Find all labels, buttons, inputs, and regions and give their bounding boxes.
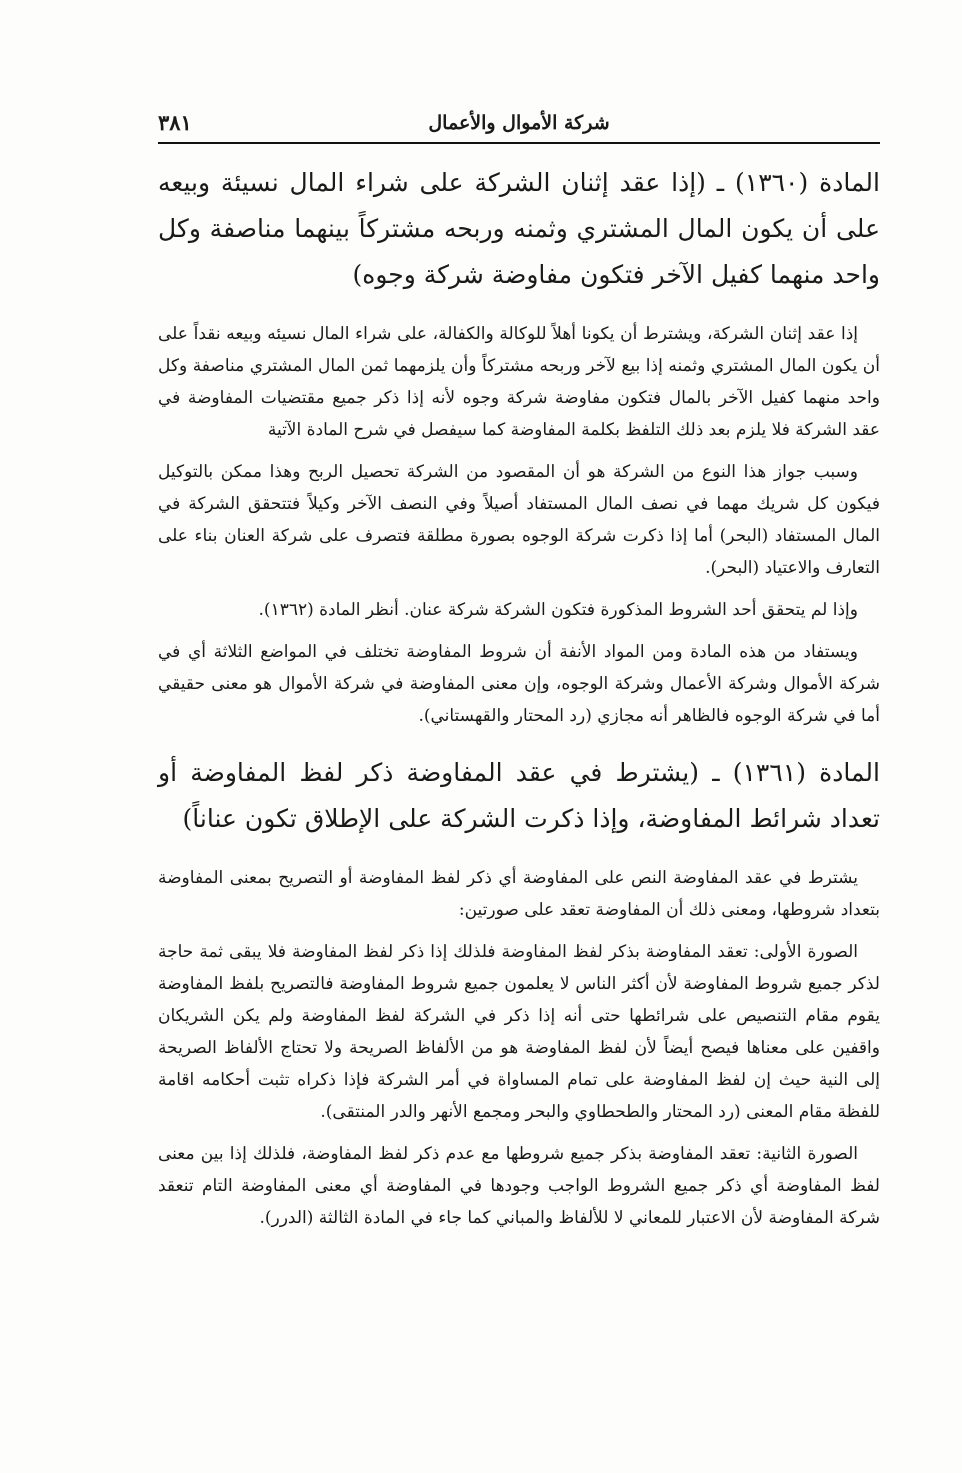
header-rule xyxy=(158,142,880,144)
article-1361-text: المادة (١٣٦١) ـ (يشترط في عقد المفاوضة ذكر لفظ المفاوضة أو تعداد شرائط المفاوضة، وإذا ذكرت الشركة على الإطلاق تكون عناناً) xyxy=(158,758,880,833)
running-title: شركة الأموال والأعمال xyxy=(428,112,610,134)
commentary-paragraph: الصورة الثانية: تعقد المفاوضة بذكر جميع شروطها مع عدم ذكر لفظ المفاوضة، فلذلك إذا بين معنى لفظ المفاوضة أي ذكر جميع الشروط الواجب وجودها في المفاوضة أي معنى المفاوضة التام تنعقد شركة المفاوضة لأن الاعتبار للمعاني لا للألفاظ والمباني كما جاء في المادة الثالثة (الدرر). xyxy=(158,1144,880,1228)
page-body xyxy=(158,160,880,1244)
commentary-paragraph: ويستفاد من هذه المادة ومن المواد الأنفة أن شروط المفاوضة تختلف في المواضع الثلاثة أي في شركة الأموال وشركة الأعمال وشركة الوجوه، وإن معنى المفاوضة في شركة الأموال هو معنى حقيقي أما في شركة الوجوه فالظاهر أنه مجازي (رد المحتار والقهستاني). xyxy=(158,642,880,726)
article-1360-text: المادة (١٣٦٠) ـ (إذا عقد إثنان الشركة على شراء المال نسيئة وبيعه على أن يكون المال المشتري وثمنه وربحه مشتركاً بينهما مناصفة وكل واحد منهما كفيل الآخر فتكون مفاوضة شركة وجوه) xyxy=(158,168,880,289)
page-number: ٣٨١ xyxy=(158,110,192,135)
commentary-paragraph: يشترط في عقد المفاوضة النص على المفاوضة أي ذكر لفظ المفاوضة أو التصريح بمعنى المفاوضة بتعداد شروطها، ومعنى ذلك أن المفاوضة تعقد على صورتين: xyxy=(158,868,880,920)
commentary-paragraph: وإذا لم يتحقق أحد الشروط المذكورة فتكون الشركة شركة عنان. أنظر المادة (١٣٦٢). xyxy=(258,600,858,620)
commentary-paragraph: إذا عقد إثنان الشركة، ويشترط أن يكونا أهلاً للوكالة والكفالة، على شراء المال نسيئه وبيعه نقداً على أن يكون المال المشتري وثمنه إذا بيع لآخر وربحه مشتركاً وأن يلزمهما ثمن المال المشتري مناصفة وكل واحد منهما كفيل الآخر بالمال فتكون مفاوضة شركة وجوه لأنه إذا ذكر جميع مقتضيات المفاوضة في عقد الشركة فلا يلزم بعد ذلك التلفظ بكلمة المفاوضة كما سيفصل في شرح المادة الآتية xyxy=(158,324,880,440)
running-header xyxy=(158,108,880,142)
commentary-paragraph: الصورة الأولى: تعقد المفاوضة بذكر لفظ المفاوضة فلذلك إذا ذكر لفظ المفاوضة فلا يبقى ثمة حاجة لذكر جميع شروط المفاوضة لأن أكثر الناس لا يعلمون جميع شروط المفاوضة فالتصريح بلفظ المفاوضة يقوم مقام التنصيص على شرائطها حتى أنه إذا ذكر في الشركة لفظ المفاوضة ولم يكن الشريكان واقفين على معناها فيصح أيضاً لأن لفظ المفاوضة هو من الألفاظ الصريحة ولا تحتاج الألفاظ الصريحة إلى النية حيث إن لفظ المفاوضة على تمام المساواة في أمر الشركة فإذا ذكراه تثبت أحكامه اقامة للفظة مقام المعنى (رد المحتار والطحطاوي والبحر ومجمع الأنهر والدر المنتقى). xyxy=(158,942,880,1122)
commentary-paragraph: وسبب جواز هذا النوع من الشركة هو أن المقصود من الشركة تحصيل الربح وهذا ممكن بالتوكيل فيكون كل شريك مهما في نصف المال المستفاد أصيلاً وفي النصف الآخر وكيلاً فتتحقق الشركة في المال المستفاد (البحر) أما إذا ذكرت شركة الوجوه بصورة مطلقة فتصرف على شركة العنان بناء على التعارف والاعتياد (البحر). xyxy=(158,462,880,578)
